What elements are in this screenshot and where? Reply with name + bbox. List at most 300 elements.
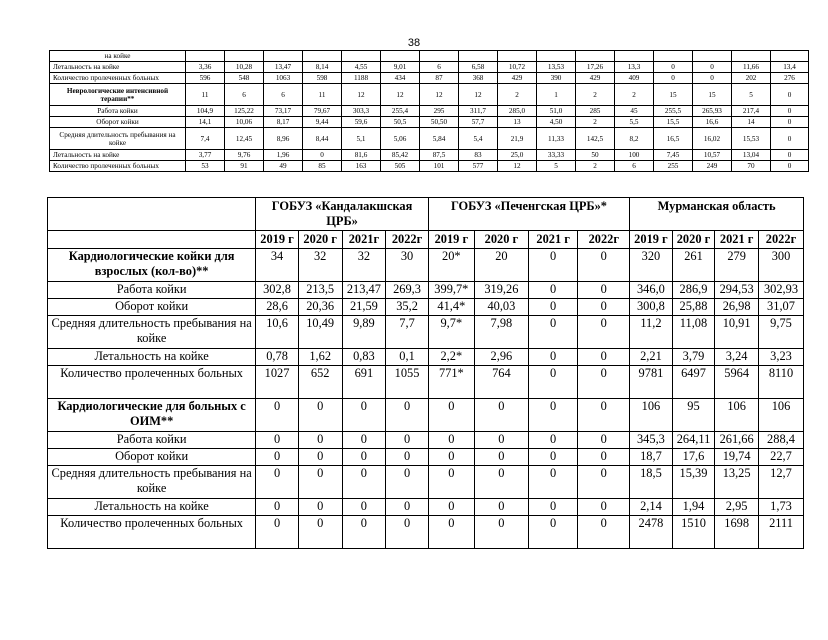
small-cell	[537, 51, 576, 62]
year-header: 2021г	[342, 231, 386, 249]
year-header-row	[48, 231, 804, 249]
small-cell: 311,7	[459, 106, 498, 117]
year-header: 2021 г	[528, 231, 577, 249]
small-cell: 50	[576, 150, 615, 161]
small-cell: 9,01	[381, 62, 420, 73]
cardiology-beds-table	[47, 197, 804, 549]
row-label: Количество пролеченных больных	[48, 516, 256, 549]
small-cell: 11,66	[732, 62, 771, 73]
small-cell: 202	[732, 73, 771, 84]
small-cell: 13,3	[615, 62, 654, 73]
year-header: 2022г	[759, 231, 804, 249]
data-cell: 22,7	[759, 449, 804, 466]
small-cell: 100	[615, 150, 654, 161]
year-header: 2021 г	[715, 231, 759, 249]
data-cell: 0	[386, 449, 429, 466]
small-cell	[186, 51, 225, 62]
data-cell: 0	[298, 516, 342, 549]
small-cell	[615, 51, 654, 62]
data-cell: 286,9	[672, 282, 715, 299]
data-cell: 40,03	[474, 299, 528, 316]
data-cell: 0	[298, 432, 342, 449]
data-cell: 12,7	[759, 466, 804, 499]
small-table-row	[50, 84, 809, 106]
small-cell: 1188	[342, 73, 381, 84]
data-row	[48, 316, 804, 349]
small-cell: 21,9	[498, 128, 537, 150]
small-cell: 0	[771, 106, 809, 117]
data-cell: 0	[528, 499, 577, 516]
small-cell: 104,9	[186, 106, 225, 117]
small-cell: 10,72	[498, 62, 537, 73]
data-cell: 1055	[386, 366, 429, 399]
data-cell: 0	[578, 449, 630, 466]
data-cell: 288,4	[759, 432, 804, 449]
row-label: Летальность на койке	[48, 349, 256, 366]
small-cell: 255	[654, 161, 693, 172]
small-cell: 0	[654, 62, 693, 73]
data-cell: 9,75	[759, 316, 804, 349]
small-table-row	[50, 128, 809, 150]
small-cell: 73,17	[264, 106, 303, 117]
data-cell: 0,1	[386, 349, 429, 366]
data-cell: 34	[256, 249, 299, 282]
small-cell: 368	[459, 73, 498, 84]
data-cell: 8110	[759, 366, 804, 399]
data-row	[48, 349, 804, 366]
data-cell: 0	[298, 466, 342, 499]
small-cell: 83	[459, 150, 498, 161]
small-cell: 9,44	[303, 117, 342, 128]
small-cell: 5,06	[381, 128, 420, 150]
data-row	[48, 282, 804, 299]
data-cell: 106	[715, 399, 759, 432]
small-cell: 8,2	[615, 128, 654, 150]
data-cell: 0	[578, 299, 630, 316]
data-cell: 7,7	[386, 316, 429, 349]
data-cell: 0	[342, 466, 386, 499]
row-label: Кардиологические койки для взрослых (кол-во)**	[48, 249, 256, 282]
data-cell: 264,11	[672, 432, 715, 449]
small-cell: 0	[654, 73, 693, 84]
year-header: 2019 г	[256, 231, 299, 249]
small-cell	[771, 51, 809, 62]
small-cell: 142,5	[576, 128, 615, 150]
small-cell: 16,6	[693, 117, 732, 128]
data-cell: 18,5	[630, 466, 673, 499]
small-cell: 2	[576, 84, 615, 106]
small-cell: 8,17	[264, 117, 303, 128]
data-cell: 0	[428, 399, 474, 432]
data-cell: 0	[578, 316, 630, 349]
data-cell: 5964	[715, 366, 759, 399]
data-cell: 0	[578, 349, 630, 366]
data-row	[48, 366, 804, 399]
small-cell: 70	[732, 161, 771, 172]
small-cell: 10,28	[225, 62, 264, 73]
small-cell: 0	[693, 62, 732, 73]
data-cell: 20*	[428, 249, 474, 282]
small-cell: 11	[303, 84, 342, 106]
small-cell: 0	[771, 161, 809, 172]
data-cell: 25,88	[672, 299, 715, 316]
data-cell: 9,7*	[428, 316, 474, 349]
year-header: 2020 г	[298, 231, 342, 249]
data-cell: 1698	[715, 516, 759, 549]
data-cell: 0	[256, 449, 299, 466]
small-cell: 16,5	[654, 128, 693, 150]
data-cell: 0	[528, 449, 577, 466]
small-row-label: на койке	[50, 51, 186, 62]
data-row	[48, 499, 804, 516]
data-cell: 0	[528, 466, 577, 499]
small-cell: 6	[225, 84, 264, 106]
data-row	[48, 466, 804, 499]
data-cell: 0,78	[256, 349, 299, 366]
data-cell: 9781	[630, 366, 673, 399]
data-cell: 95	[672, 399, 715, 432]
data-cell: 0	[256, 466, 299, 499]
data-cell: 0	[578, 366, 630, 399]
data-cell: 1,94	[672, 499, 715, 516]
small-cell: 125,22	[225, 106, 264, 117]
small-table-row	[50, 150, 809, 161]
data-cell: 0	[342, 432, 386, 449]
small-cell	[732, 51, 771, 62]
small-cell: 12	[459, 84, 498, 106]
small-cell: 1063	[264, 73, 303, 84]
data-cell: 0	[428, 449, 474, 466]
data-cell: 41,4*	[428, 299, 474, 316]
small-row-label: Летальность на койке	[50, 62, 186, 73]
data-cell: 0	[342, 516, 386, 549]
small-cell: 429	[576, 73, 615, 84]
small-cell: 17,26	[576, 62, 615, 73]
small-cell: 434	[381, 73, 420, 84]
data-cell: 0	[342, 449, 386, 466]
small-cell: 5	[537, 161, 576, 172]
small-cell: 3,77	[186, 150, 225, 161]
small-cell: 8,44	[303, 128, 342, 150]
group-header: ГОБУЗ «Кандалакшская ЦРБ»	[256, 198, 429, 231]
data-cell: 0	[578, 432, 630, 449]
data-cell: 213,5	[298, 282, 342, 299]
small-cell: 15,53	[732, 128, 771, 150]
small-cell: 7,4	[186, 128, 225, 150]
data-cell: 0	[256, 499, 299, 516]
data-cell: 0	[256, 432, 299, 449]
data-cell: 10,91	[715, 316, 759, 349]
data-cell: 0	[386, 499, 429, 516]
small-cell: 45	[615, 106, 654, 117]
data-cell: 20	[474, 249, 528, 282]
data-cell: 302,8	[256, 282, 299, 299]
small-cell: 13,4	[771, 62, 809, 73]
data-cell: 0	[528, 282, 577, 299]
small-row-label: Работа койки	[50, 106, 186, 117]
small-cell: 285,0	[498, 106, 537, 117]
small-cell: 51,0	[537, 106, 576, 117]
small-cell: 276	[771, 73, 809, 84]
small-cell: 5,5	[615, 117, 654, 128]
small-table-row	[50, 161, 809, 172]
data-cell: 0	[474, 432, 528, 449]
small-cell: 13,04	[732, 150, 771, 161]
data-cell: 0	[298, 449, 342, 466]
row-label: Работа койки	[48, 282, 256, 299]
data-row	[48, 399, 804, 432]
small-cell: 91	[225, 161, 264, 172]
small-cell: 87	[420, 73, 459, 84]
small-row-label: Оборот койки	[50, 117, 186, 128]
data-cell: 0	[342, 399, 386, 432]
data-cell: 2111	[759, 516, 804, 549]
data-cell: 2,14	[630, 499, 673, 516]
data-cell: 0	[298, 499, 342, 516]
data-cell: 0	[528, 249, 577, 282]
data-cell: 0	[474, 516, 528, 549]
data-cell: 21,59	[342, 299, 386, 316]
data-cell: 1,62	[298, 349, 342, 366]
small-cell: 4,50	[537, 117, 576, 128]
data-cell: 0	[386, 516, 429, 549]
small-cell: 596	[186, 73, 225, 84]
small-cell: 303,3	[342, 106, 381, 117]
small-cell: 12	[420, 84, 459, 106]
data-cell: 3,24	[715, 349, 759, 366]
data-row	[48, 299, 804, 316]
small-cell	[459, 51, 498, 62]
data-cell: 10,49	[298, 316, 342, 349]
small-cell: 12	[342, 84, 381, 106]
data-cell: 261,66	[715, 432, 759, 449]
small-cell: 5,4	[459, 128, 498, 150]
small-cell: 0	[771, 117, 809, 128]
year-header: 2019 г	[428, 231, 474, 249]
small-cell: 10,57	[693, 150, 732, 161]
small-cell	[225, 51, 264, 62]
small-table-row	[50, 106, 809, 117]
data-cell: 0	[428, 432, 474, 449]
small-cell	[654, 51, 693, 62]
small-table-row	[50, 73, 809, 84]
header-empty-cell	[48, 231, 256, 249]
data-cell: 345,3	[630, 432, 673, 449]
data-cell: 0	[528, 316, 577, 349]
small-table-row	[50, 117, 809, 128]
small-cell: 2	[576, 161, 615, 172]
small-cell: 14	[732, 117, 771, 128]
small-cell: 548	[225, 73, 264, 84]
small-cell	[693, 51, 732, 62]
data-cell: 9,89	[342, 316, 386, 349]
small-cell: 13,53	[537, 62, 576, 73]
data-cell: 2,96	[474, 349, 528, 366]
data-cell: 0	[528, 349, 577, 366]
data-cell: 0	[428, 516, 474, 549]
data-cell: 11,08	[672, 316, 715, 349]
data-cell: 213,47	[342, 282, 386, 299]
data-cell: 0	[256, 399, 299, 432]
small-cell: 0	[771, 128, 809, 150]
small-cell: 11	[186, 84, 225, 106]
small-cell: 49	[264, 161, 303, 172]
small-cell: 0	[771, 150, 809, 161]
small-cell: 50,50	[420, 117, 459, 128]
row-label: Количество пролеченных больных	[48, 366, 256, 399]
data-cell: 0	[528, 366, 577, 399]
data-cell: 300,8	[630, 299, 673, 316]
data-cell: 7,98	[474, 316, 528, 349]
data-cell: 19,74	[715, 449, 759, 466]
data-cell: 0,83	[342, 349, 386, 366]
small-cell: 50,5	[381, 117, 420, 128]
small-cell: 12,45	[225, 128, 264, 150]
small-cell: 87,5	[420, 150, 459, 161]
small-row-label: Средняя длительность пребывания на койке	[50, 128, 186, 150]
data-cell: 0	[528, 516, 577, 549]
small-cell: 59,6	[342, 117, 381, 128]
small-cell: 11,33	[537, 128, 576, 150]
small-cell: 1,96	[264, 150, 303, 161]
data-cell: 0	[528, 399, 577, 432]
small-cell: 15	[654, 84, 693, 106]
data-cell: 294,53	[715, 282, 759, 299]
data-cell: 0	[386, 432, 429, 449]
small-cell: 255,5	[654, 106, 693, 117]
small-cell: 79,67	[303, 106, 342, 117]
data-cell: 0	[578, 249, 630, 282]
small-cell: 2	[498, 84, 537, 106]
small-cell: 5	[732, 84, 771, 106]
year-header: 2020 г	[672, 231, 715, 249]
small-cell: 12	[381, 84, 420, 106]
data-cell: 0	[528, 299, 577, 316]
small-cell: 6	[420, 62, 459, 73]
small-cell: 390	[537, 73, 576, 84]
data-cell: 0	[428, 466, 474, 499]
small-cell: 5,84	[420, 128, 459, 150]
small-cell: 13	[498, 117, 537, 128]
data-cell: 106	[630, 399, 673, 432]
data-cell: 0	[474, 466, 528, 499]
small-cell: 217,4	[732, 106, 771, 117]
data-cell: 31,07	[759, 299, 804, 316]
data-cell: 2,21	[630, 349, 673, 366]
data-cell: 319,26	[474, 282, 528, 299]
small-cell: 57,7	[459, 117, 498, 128]
small-cell	[498, 51, 537, 62]
data-cell: 11,2	[630, 316, 673, 349]
small-cell: 13,47	[264, 62, 303, 73]
small-cell: 33,33	[537, 150, 576, 161]
row-label: Средняя длительность пребывания на койке	[48, 316, 256, 349]
year-header: 2019 г	[630, 231, 673, 249]
data-row	[48, 449, 804, 466]
data-cell: 346,0	[630, 282, 673, 299]
year-header: 2020 г	[474, 231, 528, 249]
small-cell	[303, 51, 342, 62]
small-cell	[576, 51, 615, 62]
data-cell: 0	[528, 432, 577, 449]
data-cell: 691	[342, 366, 386, 399]
small-cell: 2	[615, 84, 654, 106]
small-cell: 10,06	[225, 117, 264, 128]
group-header: ГОБУЗ «Печенгская ЦРБ»*	[428, 198, 629, 231]
small-cell: 0	[303, 150, 342, 161]
data-cell: 32	[342, 249, 386, 282]
small-cell: 1	[537, 84, 576, 106]
row-label: Средняя длительность пребывания на койке	[48, 466, 256, 499]
data-cell: 0	[474, 499, 528, 516]
small-cell: 577	[459, 161, 498, 172]
data-cell: 13,25	[715, 466, 759, 499]
small-table-row	[50, 51, 809, 62]
small-cell: 101	[420, 161, 459, 172]
small-cell: 409	[615, 73, 654, 84]
row-label: Оборот койки	[48, 299, 256, 316]
small-cell	[342, 51, 381, 62]
data-row	[48, 516, 804, 549]
small-cell: 16,02	[693, 128, 732, 150]
data-cell: 0	[428, 499, 474, 516]
data-cell: 320	[630, 249, 673, 282]
small-cell: 15	[693, 84, 732, 106]
small-row-label: Летальность на койке	[50, 150, 186, 161]
row-label: Работа койки	[48, 432, 256, 449]
small-cell: 4,55	[342, 62, 381, 73]
data-cell: 2,2*	[428, 349, 474, 366]
small-cell: 7,45	[654, 150, 693, 161]
small-statistics-table	[49, 50, 809, 172]
small-row-label: Количество пролеченных больных	[50, 73, 186, 84]
data-cell: 106	[759, 399, 804, 432]
data-cell: 1,73	[759, 499, 804, 516]
data-cell: 0	[342, 499, 386, 516]
small-row-label: Неврологические интенсивной терапии**	[50, 84, 186, 106]
data-cell: 302,93	[759, 282, 804, 299]
small-cell: 285	[576, 106, 615, 117]
data-cell: 3,79	[672, 349, 715, 366]
data-cell: 15,39	[672, 466, 715, 499]
data-cell: 0	[298, 399, 342, 432]
data-cell: 6497	[672, 366, 715, 399]
data-cell: 20,36	[298, 299, 342, 316]
small-cell: 6	[264, 84, 303, 106]
year-header: 2022г	[386, 231, 429, 249]
data-cell: 0	[578, 399, 630, 432]
data-cell: 0	[386, 399, 429, 432]
data-cell: 279	[715, 249, 759, 282]
small-cell: 295	[420, 106, 459, 117]
data-cell: 764	[474, 366, 528, 399]
group-header: Мурманская область	[630, 198, 804, 231]
small-cell: 265,93	[693, 106, 732, 117]
data-cell: 0	[578, 499, 630, 516]
small-cell: 25,0	[498, 150, 537, 161]
small-row-label: Количество пролеченных больных	[50, 161, 186, 172]
row-label: Кардиологические для больных с ОИМ**	[48, 399, 256, 432]
data-cell: 28,6	[256, 299, 299, 316]
data-row	[48, 432, 804, 449]
row-label: Оборот койки	[48, 449, 256, 466]
data-cell: 32	[298, 249, 342, 282]
data-cell: 26,98	[715, 299, 759, 316]
small-cell: 81,6	[342, 150, 381, 161]
data-row	[48, 249, 804, 282]
small-cell: 255,4	[381, 106, 420, 117]
data-cell: 0	[474, 449, 528, 466]
